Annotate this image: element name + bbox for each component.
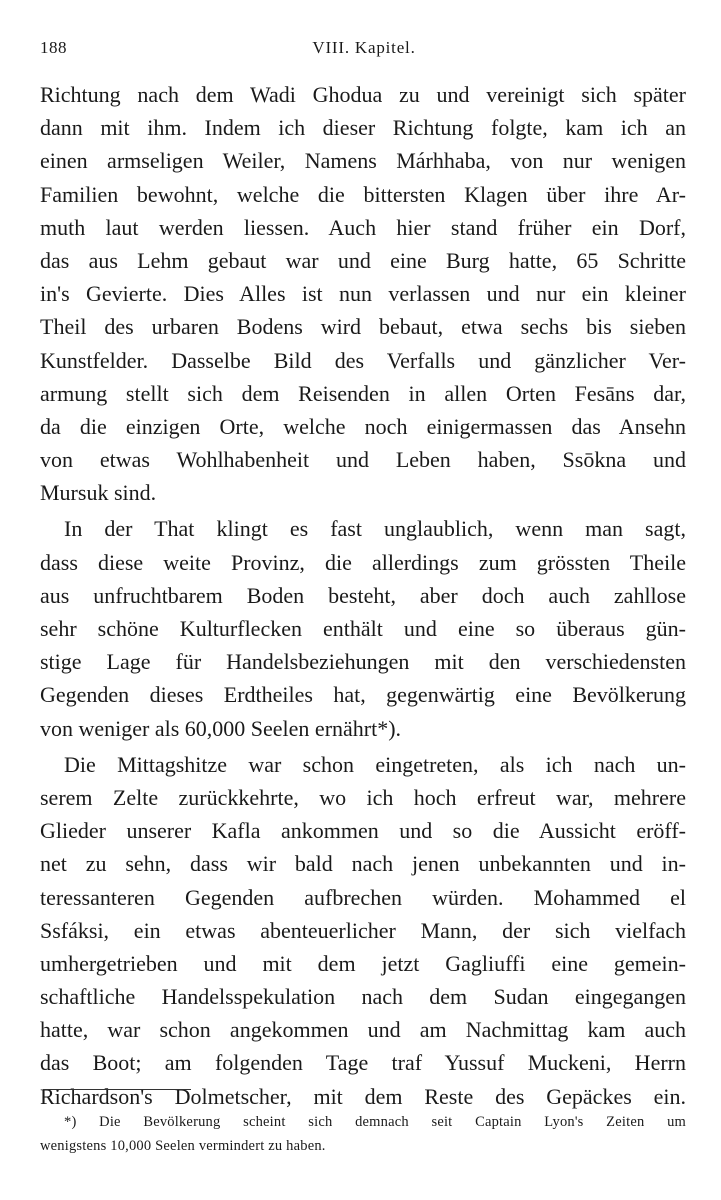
text-line: in's Gevierte. Dies Alles ist nun verlassen und nur ein kleiner [40, 281, 686, 307]
text-line: In der That klingt es fast unglaublich, wenn man sagt, [64, 516, 686, 542]
text-line: Die Mittagshitze war schon eingetreten, als ich nach un- [64, 751, 686, 777]
text-line: das Boot; am folgenden Tage traf Yussuf Muckeni, Herrn [40, 1050, 686, 1076]
text-line: Gegenden dieses Erdtheiles hat, gegenwärtig eine Bevölkerung [40, 682, 686, 708]
text-line: Mursuk sind. [40, 480, 157, 506]
text-line: von weniger als 60,000 Seelen ernährt*). [40, 715, 402, 741]
body-text [40, 78, 686, 1113]
text-line: dass diese weite Provinz, die allerdings zum grössten Theile [40, 549, 686, 575]
running-head: VIII. Kapitel. [312, 38, 416, 57]
text-line: Familien bewohnt, welche die bittersten Klagen über ihre Ar- [40, 181, 686, 207]
page-number: 188 [40, 38, 67, 57]
text-line: da die einzigen Orte, welche noch einigermassen das Ansehn [40, 413, 686, 439]
text-line: Glieder unserer Kafla ankommen und so die Aussicht eröff- [40, 818, 686, 844]
text-line: Richtung nach dem Wadi Ghodua zu und vereinigt sich später [40, 82, 686, 107]
text-line: dann mit ihm. Indem ich dieser Richtung folgte, kam ich an [40, 115, 686, 141]
text-line: Richardson's Dolmetscher, mit dem Reste des Gepäckes ein. [40, 1083, 686, 1109]
paragraph-3 [40, 748, 686, 1113]
footnote-line: wenigstens 10,000 Seelen vermindert zu haben. [40, 1138, 326, 1154]
paragraph-2 [40, 512, 686, 744]
footnote [40, 1110, 686, 1158]
text-line: teressanteren Gegenden aufbrechen würden. Mohammed el [40, 884, 686, 910]
text-line: Theil des urbaren Bodens wird bebaut, etwa sechs bis sieben [40, 314, 686, 340]
text-line: aus unfruchtbarem Boden besteht, aber doch auch zahllose [40, 582, 686, 608]
text-line: muth laut werden liessen. Auch hier stand früher ein Dorf, [40, 214, 686, 240]
text-line: das aus Lehm gebaut war und eine Burg hatte, 65 Schritte [40, 247, 686, 273]
text-line: stige Lage für Handelsbeziehungen mit den verschiedensten [40, 649, 686, 675]
text-line: serem Zelte zurückkehrte, wo ich hoch erfreut war, mehrere [40, 784, 686, 810]
footnote-line: *) Die Bevölkerung scheint sich demnach seit Captain Lyon's Zeiten um [64, 1114, 686, 1130]
text-line: von etwas Wohlhabenheit und Leben haben, Ssōkna und [40, 447, 686, 473]
paragraph-1 [40, 78, 686, 509]
text-line: hatte, war schon angekommen und am Nachmittag kam auch [40, 1017, 686, 1043]
text-line: armung stellt sich dem Reisenden in allen Orten Fesāns dar, [40, 380, 686, 406]
text-line: Kunstfelder. Dasselbe Bild des Verfalls und gänzlicher Ver- [40, 347, 686, 373]
text-line: umhergetrieben und mit dem jetzt Gagliuffi eine gemein- [40, 950, 686, 976]
text-line: sehr schöne Kulturflecken enthält und eine so überaus gün- [40, 616, 686, 641]
page-header [40, 38, 688, 68]
text-line: net zu sehn, dass wir bald nach jenen unbekannten und in- [40, 851, 686, 877]
footnote-rule [43, 1089, 191, 1090]
text-line: schaftliche Handelsspekulation nach dem Sudan eingegangen [40, 984, 686, 1010]
text-line: einen armseligen Weiler, Namens Márhhaba, von nur wenigen [40, 148, 686, 174]
text-line: Ssfáksi, ein etwas abenteuerlicher Mann, der sich vielfach [40, 917, 686, 943]
